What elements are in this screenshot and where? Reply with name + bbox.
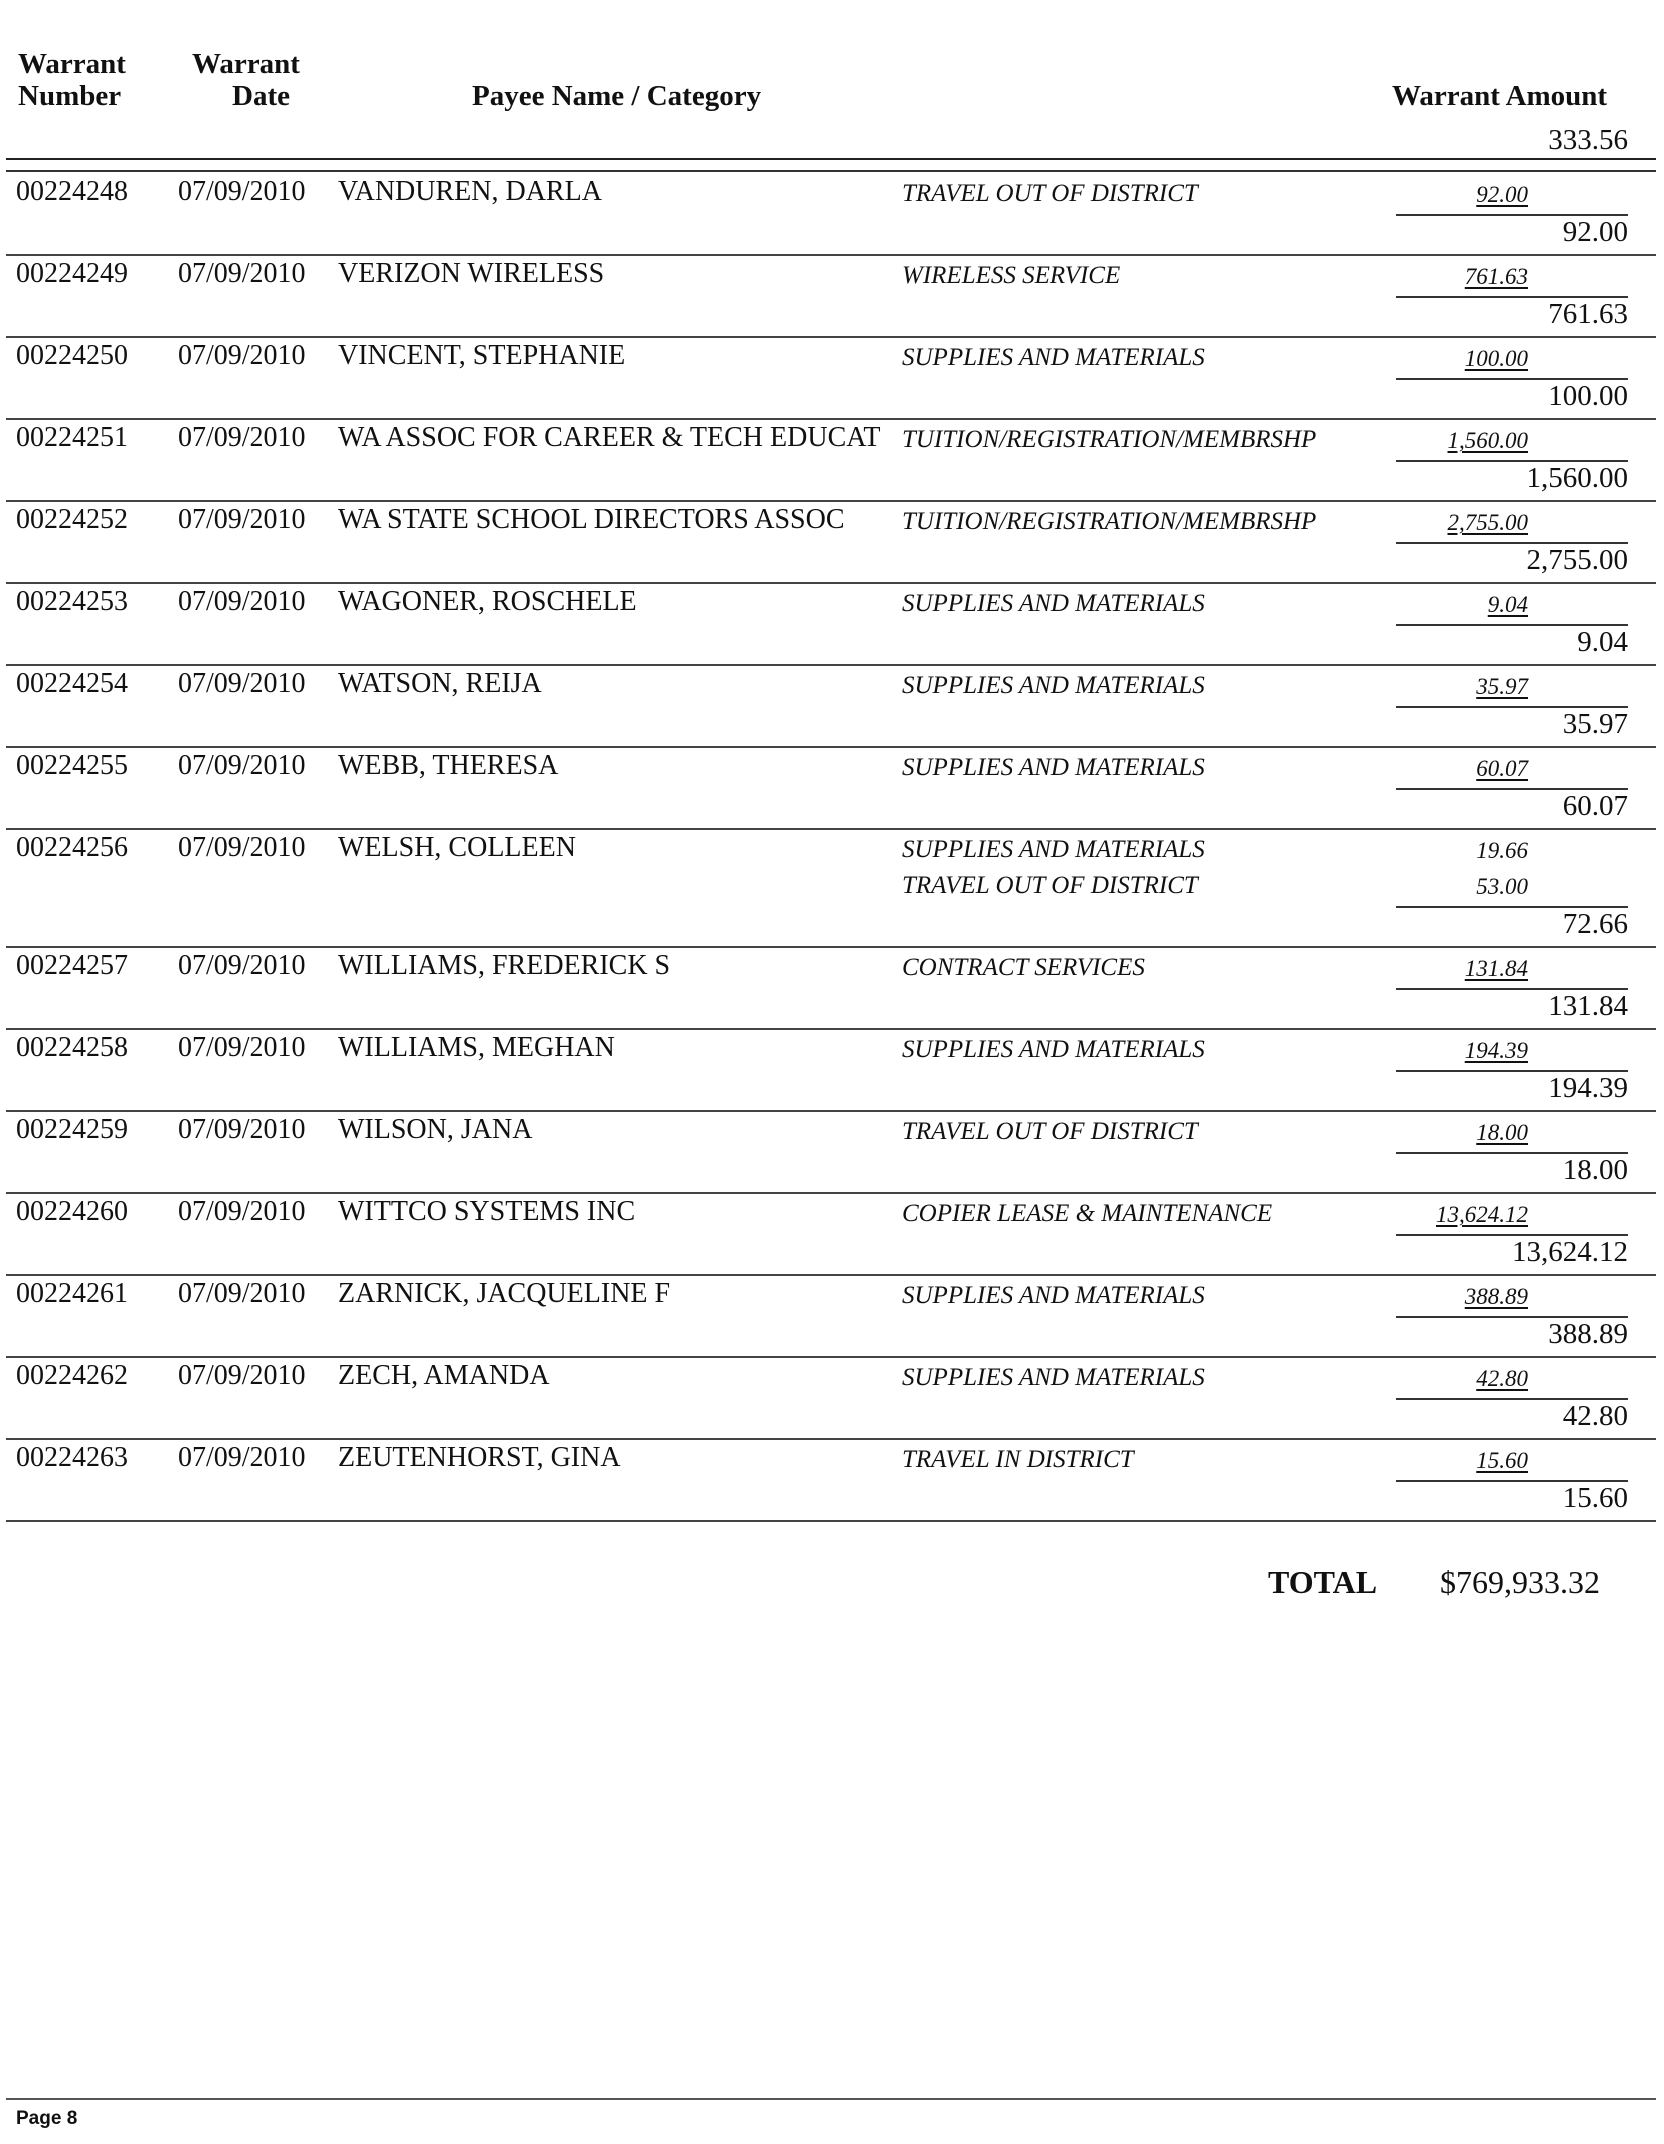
warrant-date: 07/09/2010 xyxy=(178,586,306,617)
warrant-date: 07/09/2010 xyxy=(178,1032,306,1063)
warrant-amount: 761.63 xyxy=(1548,298,1628,330)
category: SUPPLIES AND MATERIALS xyxy=(902,1364,1205,1391)
header-warrant-number-line1: Warrant xyxy=(18,48,126,80)
warrant-number: 00224248 xyxy=(16,176,128,207)
line-amount: 53.00 xyxy=(1476,874,1528,899)
line-amount: 194.39 xyxy=(1464,1038,1528,1063)
warrant-amount: 9.04 xyxy=(1577,626,1628,658)
table-row xyxy=(0,948,1664,1030)
table-row xyxy=(0,1030,1664,1112)
warrant-date: 07/09/2010 xyxy=(178,422,306,453)
warrant-date: 07/09/2010 xyxy=(178,1442,306,1473)
warrant-date: 07/09/2010 xyxy=(178,750,306,781)
warrant-date: 07/09/2010 xyxy=(178,1114,306,1145)
payee-name: WILLIAMS, MEGHAN xyxy=(338,1032,615,1063)
warrant-number: 00224249 xyxy=(16,258,128,289)
warrant-date: 07/09/2010 xyxy=(178,950,306,981)
row-divider xyxy=(6,1520,1656,1522)
line-amount: 13,624.12 xyxy=(1436,1202,1528,1227)
line-amount: 19.66 xyxy=(1476,838,1528,863)
warrant-amount: 388.89 xyxy=(1548,1318,1628,1350)
table-row xyxy=(0,748,1664,830)
header-warrant-date-line1: Warrant xyxy=(192,48,300,80)
table-row xyxy=(0,1358,1664,1440)
payee-name: VANDUREN, DARLA xyxy=(338,176,602,207)
line-amount: 2,755.00 xyxy=(1447,510,1528,535)
payee-name: WITTCO SYSTEMS INC xyxy=(338,1196,636,1227)
total-label: TOTAL xyxy=(1268,1564,1378,1600)
payee-name: WILSON, JANA xyxy=(338,1114,533,1145)
warrant-amount: 131.84 xyxy=(1548,990,1628,1022)
category: WIRELESS SERVICE xyxy=(902,262,1121,289)
warrant-amount: 42.80 xyxy=(1562,1400,1628,1432)
payee-name: WA STATE SCHOOL DIRECTORS ASSOC xyxy=(338,504,845,535)
category: CONTRACT SERVICES xyxy=(902,954,1145,981)
table-row xyxy=(0,1194,1664,1276)
category: SUPPLIES AND MATERIALS xyxy=(902,590,1205,617)
warrant-number: 00224251 xyxy=(16,422,128,453)
line-amount: 100.00 xyxy=(1464,346,1528,371)
warrant-date: 07/09/2010 xyxy=(178,176,306,207)
warrant-amount: 13,624.12 xyxy=(1512,1236,1628,1268)
line-amount: 42.80 xyxy=(1476,1366,1528,1391)
page-number: Page 8 xyxy=(16,2108,78,2129)
payee-name: WELSH, COLLEEN xyxy=(338,832,576,863)
warrant-number: 00224263 xyxy=(16,1442,128,1473)
line-amount: 388.89 xyxy=(1464,1284,1528,1309)
warrant-number: 00224261 xyxy=(16,1278,128,1309)
warrant-amount: 194.39 xyxy=(1548,1072,1628,1104)
warrant-number: 00224259 xyxy=(16,1114,128,1145)
warrant-number: 00224258 xyxy=(16,1032,128,1063)
header-warrant-number-line2: Number xyxy=(18,80,122,112)
payee-name: WATSON, REIJA xyxy=(338,668,542,699)
warrant-number: 00224252 xyxy=(16,504,128,535)
category: SUPPLIES AND MATERIALS xyxy=(902,1282,1205,1309)
category: SUPPLIES AND MATERIALS xyxy=(902,344,1205,371)
warrant-date: 07/09/2010 xyxy=(178,504,306,535)
warrant-number: 00224260 xyxy=(16,1196,128,1227)
warrant-amount: 1,560.00 xyxy=(1526,462,1628,494)
line-amount: 92.00 xyxy=(1476,182,1528,207)
warrant-date: 07/09/2010 xyxy=(178,832,306,863)
header-payee: Payee Name / Category xyxy=(472,80,762,112)
warrant-date: 07/09/2010 xyxy=(178,1278,306,1309)
category: TUITION/REGISTRATION/MEMBRSHP xyxy=(902,508,1317,535)
header-warrant-date-line2: Date xyxy=(232,80,290,112)
line-amount: 35.97 xyxy=(1476,674,1528,699)
table-row xyxy=(0,256,1664,338)
category: SUPPLIES AND MATERIALS xyxy=(902,836,1205,863)
warrant-amount: 15.60 xyxy=(1562,1482,1628,1514)
category: TRAVEL IN DISTRICT xyxy=(902,1446,1134,1473)
category: TRAVEL OUT OF DISTRICT xyxy=(902,1118,1198,1145)
line-amount: 9.04 xyxy=(1487,592,1528,617)
line-amount: 1,560.00 xyxy=(1447,428,1528,453)
category: TUITION/REGISTRATION/MEMBRSHP xyxy=(902,426,1317,453)
category: SUPPLIES AND MATERIALS xyxy=(902,672,1205,699)
line-amount: 18.00 xyxy=(1476,1120,1528,1145)
category: TRAVEL OUT OF DISTRICT xyxy=(902,180,1198,207)
warrant-date: 07/09/2010 xyxy=(178,258,306,289)
warrant-number: 00224253 xyxy=(16,586,128,617)
header-amount: Warrant Amount xyxy=(1392,80,1608,112)
warrant-amount: 2,755.00 xyxy=(1526,544,1628,576)
warrant-date: 07/09/2010 xyxy=(178,340,306,371)
warrant-amount: 100.00 xyxy=(1548,380,1628,412)
line-amount: 131.84 xyxy=(1464,956,1528,981)
table-row xyxy=(0,1440,1664,1522)
warrant-amount: 60.07 xyxy=(1562,790,1628,822)
footer-divider xyxy=(6,2098,1656,2100)
category: SUPPLIES AND MATERIALS xyxy=(902,1036,1205,1063)
table-row xyxy=(0,830,1664,948)
warrant-date: 07/09/2010 xyxy=(178,668,306,699)
table-row xyxy=(0,420,1664,502)
carryover-amount: 333.56 xyxy=(1548,124,1628,156)
warrant-amount: 18.00 xyxy=(1562,1154,1628,1186)
warrant-number: 00224250 xyxy=(16,340,128,371)
total-value: $769,933.32 xyxy=(1440,1564,1600,1600)
payee-name: VINCENT, STEPHANIE xyxy=(338,340,626,371)
warrant-amount: 35.97 xyxy=(1562,708,1628,740)
table-row xyxy=(0,502,1664,584)
payee-name: VERIZON WIRELESS xyxy=(338,258,605,289)
table-row xyxy=(0,338,1664,420)
table-row xyxy=(0,666,1664,748)
payee-name: WAGONER, ROSCHELE xyxy=(338,586,637,617)
warrant-number: 00224256 xyxy=(16,832,128,863)
category: COPIER LEASE & MAINTENANCE xyxy=(902,1200,1273,1227)
warrant-amount: 72.66 xyxy=(1562,908,1628,940)
payee-name: ZECH, AMANDA xyxy=(338,1360,550,1391)
payee-name: WEBB, THERESA xyxy=(338,750,559,781)
warrant-date: 07/09/2010 xyxy=(178,1196,306,1227)
warrant-date: 07/09/2010 xyxy=(178,1360,306,1391)
warrant-amount: 92.00 xyxy=(1562,216,1628,248)
payee-name: ZEUTENHORST, GINA xyxy=(338,1442,621,1473)
line-amount: 60.07 xyxy=(1476,756,1528,781)
line-amount: 15.60 xyxy=(1476,1448,1528,1473)
table-row xyxy=(0,584,1664,666)
warrant-number: 00224262 xyxy=(16,1360,128,1391)
table-row xyxy=(0,174,1664,256)
payee-name: ZARNICK, JACQUELINE F xyxy=(338,1278,671,1309)
category: TRAVEL OUT OF DISTRICT xyxy=(902,872,1198,899)
payee-name: WILLIAMS, FREDERICK S xyxy=(338,950,671,981)
table-row xyxy=(0,1112,1664,1194)
category: SUPPLIES AND MATERIALS xyxy=(902,754,1205,781)
warrant-number: 00224254 xyxy=(16,668,128,699)
warrant-number: 00224257 xyxy=(16,950,128,981)
warrant-number: 00224255 xyxy=(16,750,128,781)
line-amount: 761.63 xyxy=(1464,264,1528,289)
payee-name: WA ASSOC FOR CAREER & TECH EDUCAT xyxy=(338,422,881,453)
table-row xyxy=(0,1276,1664,1358)
